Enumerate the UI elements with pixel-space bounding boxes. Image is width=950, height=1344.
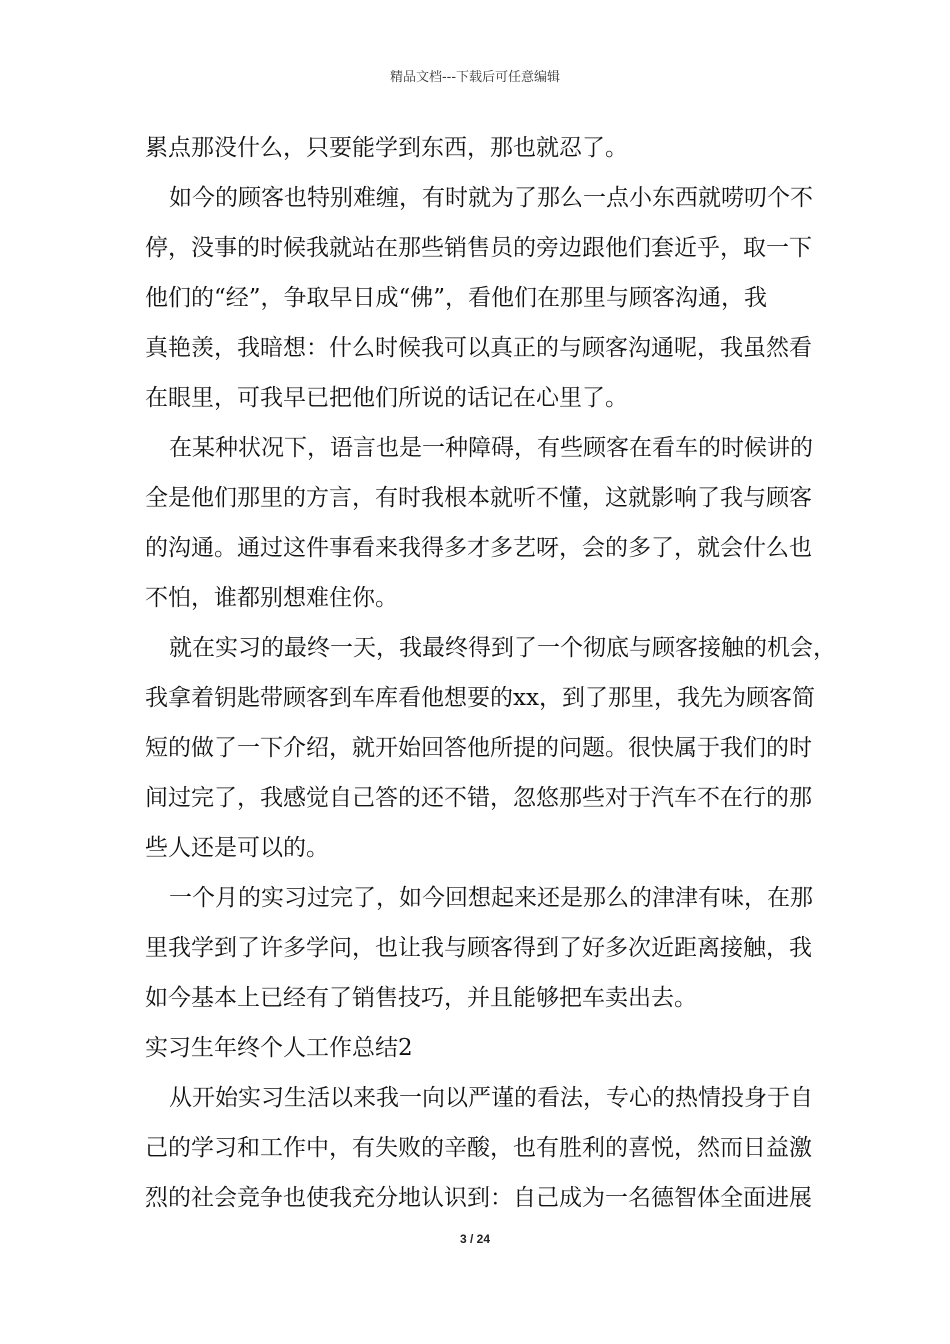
text-line: 我拿着钥匙带顾客到车库看他想要的xx，到了那里，我先为顾客简 bbox=[145, 685, 815, 711]
text-line: 的沟通。通过这件事看来我得多才多艺呀，会的多了，就会什么也 bbox=[145, 535, 812, 561]
text-line: 不怕，谁都别想难住你。 bbox=[145, 585, 398, 611]
text-line: 些人还是可以的。 bbox=[145, 835, 329, 861]
text-line: 间过完了，我感觉自己答的还不错，忽悠那些对于汽车不在行的那 bbox=[145, 785, 812, 811]
text-line: 在某种状况下，语言也是一种障碍，有些顾客在看车的时候讲的 bbox=[169, 435, 813, 461]
text-line: 全是他们那里的方言，有时我根本就听不懂，这就影响了我与顾客 bbox=[145, 485, 812, 511]
text-line: 烈的社会竞争也使我充分地认识到：自己成为一名德智体全面进展 bbox=[145, 1185, 812, 1211]
text-line: 他们的“经”，争取早日成“佛”，看他们在那里与顾客沟通，我 bbox=[145, 285, 768, 311]
document-body bbox=[145, 130, 836, 1230]
text-line: 停，没事的时候我就站在那些销售员的旁边跟他们套近乎，取一下 bbox=[145, 235, 812, 261]
page-number: 3 / 24 bbox=[459, 1232, 491, 1246]
text-line: 己的学习和工作中，有失败的辛酸，也有胜利的喜悦，然而日益激 bbox=[145, 1135, 812, 1161]
text-line: 一个月的实习过完了，如今回想起来还是那么的津津有味，在那 bbox=[169, 885, 813, 911]
text-line: 就在实习的最终一天，我最终得到了一个彻底与顾客接触的机会， bbox=[169, 635, 836, 661]
text-line: 从开始实习生活以来我一向以严谨的看法，专心的热情投身于自 bbox=[169, 1085, 813, 1111]
section-heading: 实习生年终个人工作总结2 bbox=[145, 1035, 413, 1061]
text-line: 如今基本上已经有了销售技巧，并且能够把车卖出去。 bbox=[145, 985, 697, 1011]
text-line: 短的做了一下介绍，就开始回答他所提的问题。很快属于我们的时 bbox=[145, 735, 812, 761]
text-line: 里我学到了许多学问，也让我与顾客得到了好多次近距离接触，我 bbox=[145, 935, 812, 961]
page-header: 精品文档---下载后可任意编辑 bbox=[389, 70, 561, 85]
text-line: 在眼里，可我早已把他们所说的话记在心里了。 bbox=[145, 385, 628, 411]
text-line: 真艳羡，我暗想：什么时候我可以真正的与顾客沟通呢，我虽然看 bbox=[145, 335, 812, 361]
text-line: 累点那没什么，只要能学到东西，那也就忍了。 bbox=[145, 135, 628, 161]
text-line: 如今的顾客也特别难缠，有时就为了那么一点小东西就唠叨个不 bbox=[169, 185, 813, 211]
